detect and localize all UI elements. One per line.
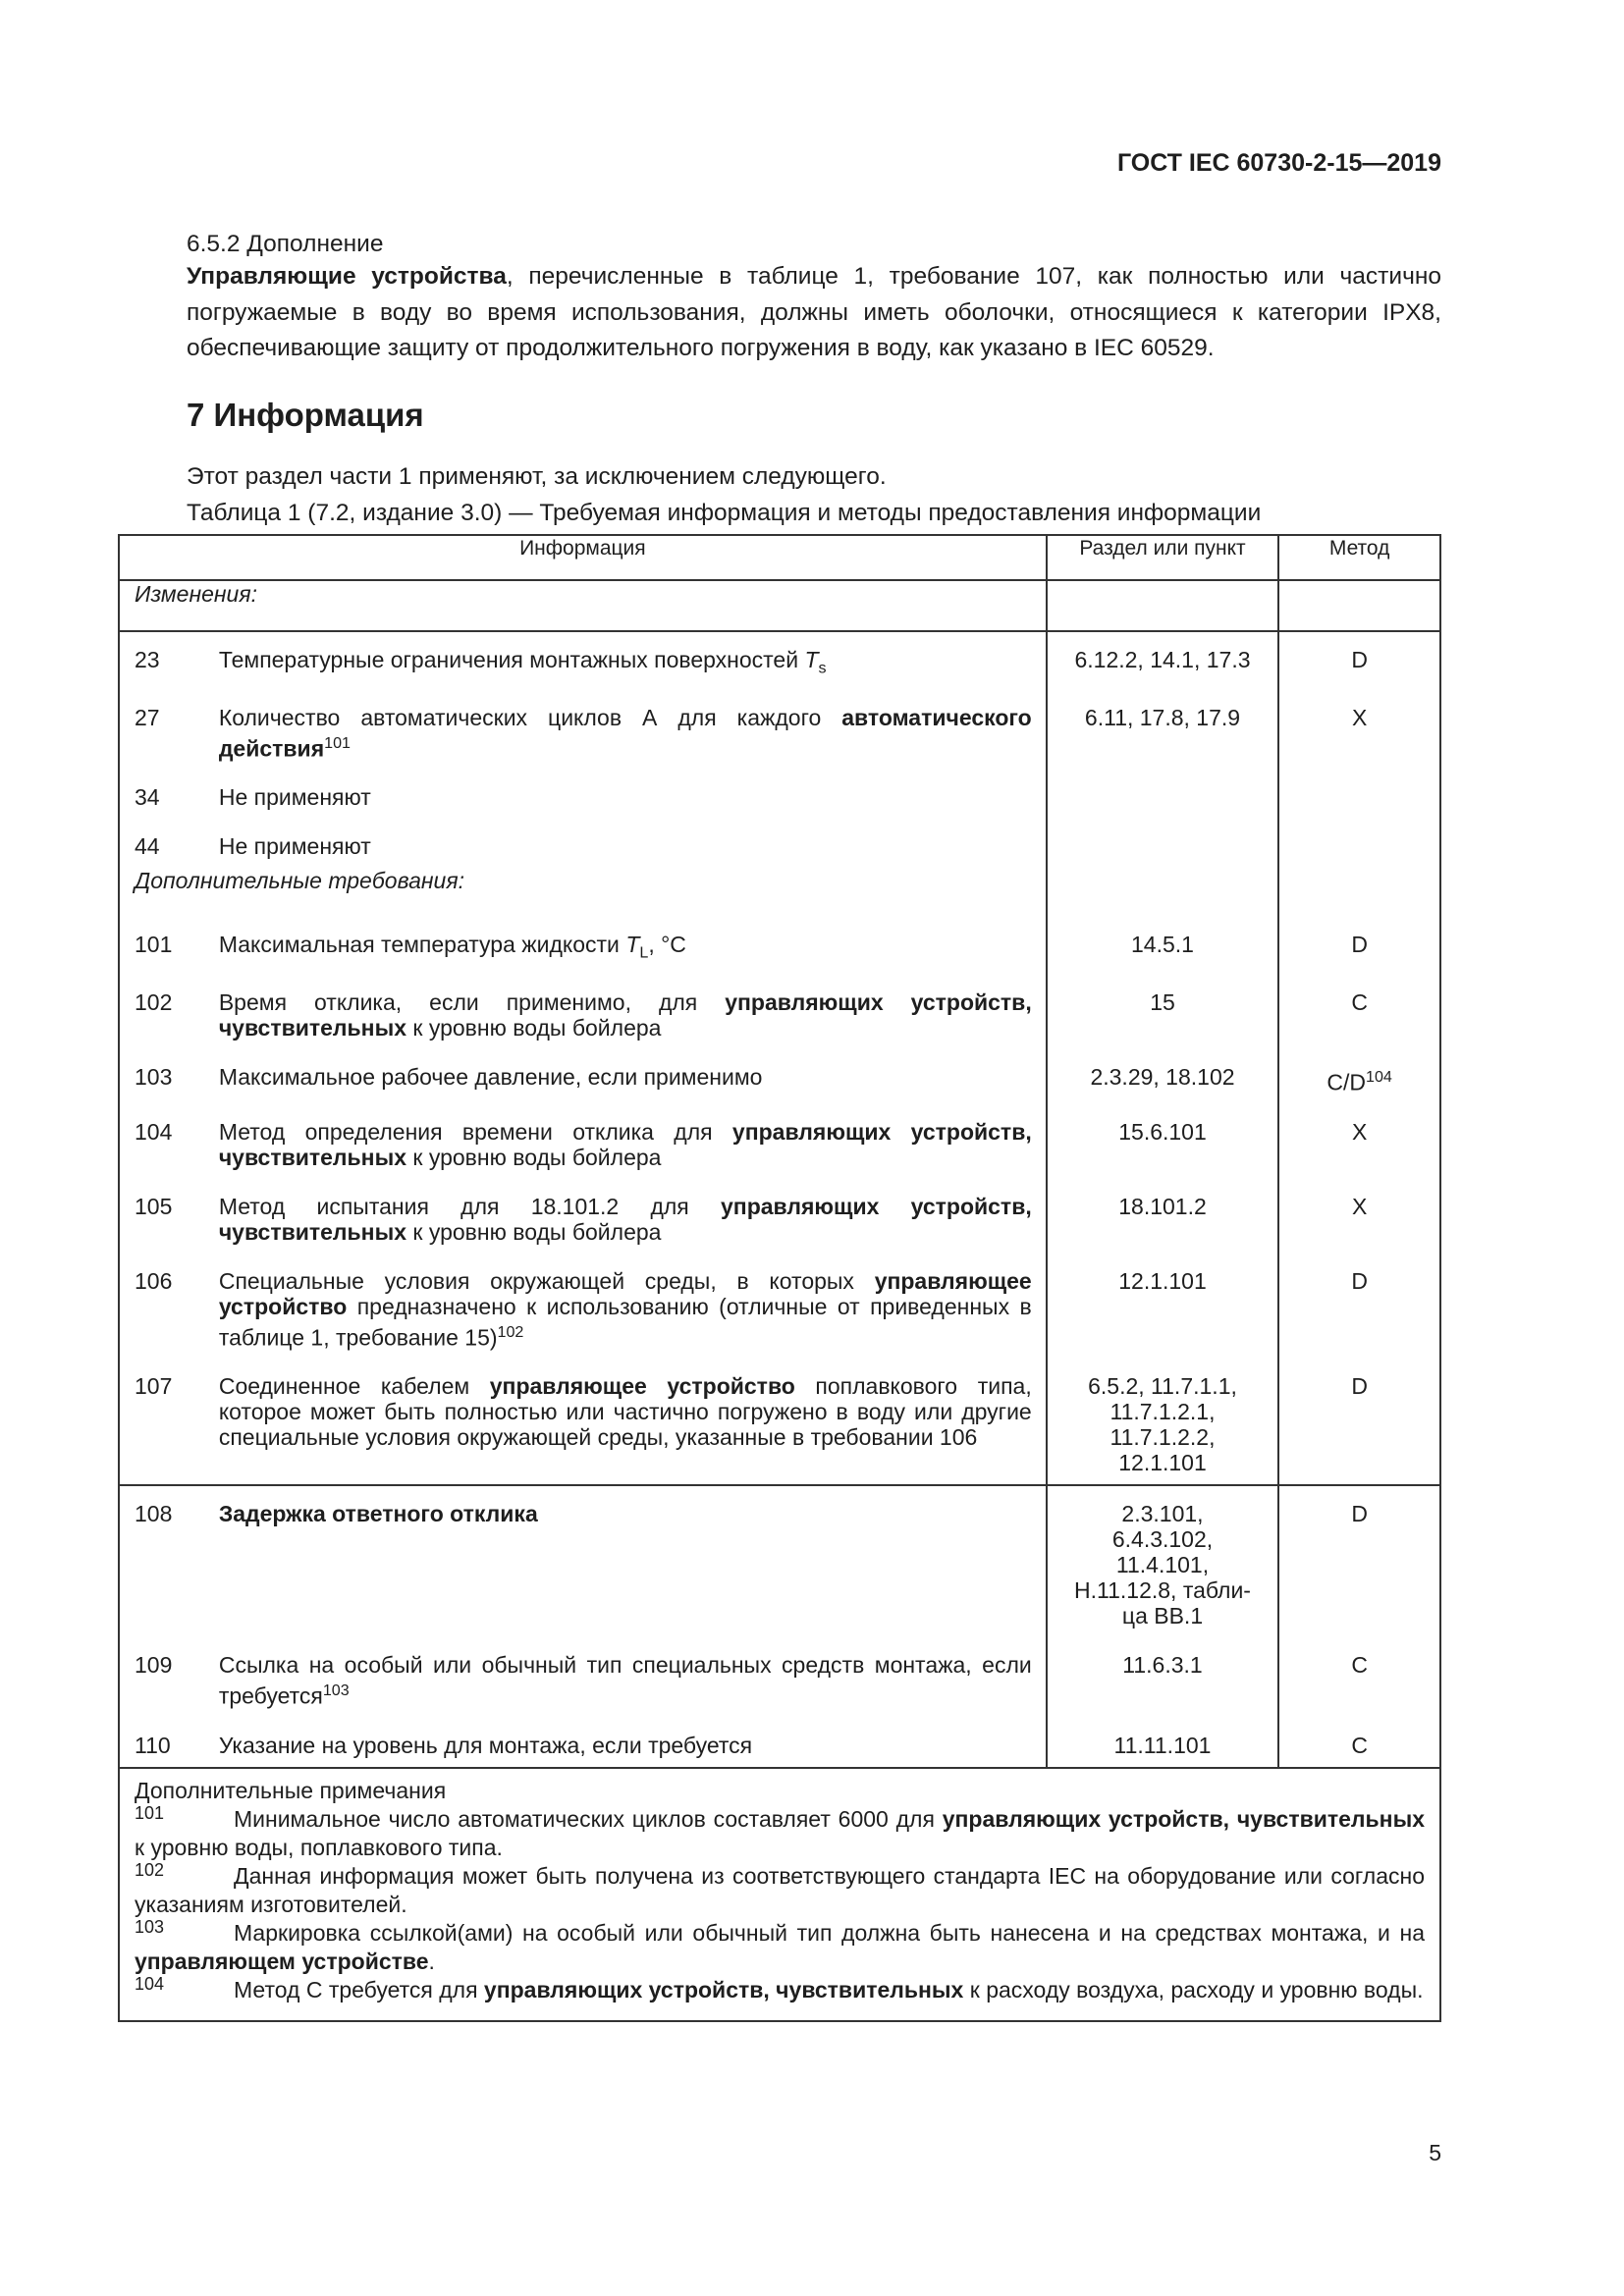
information-table: [118, 534, 1441, 2022]
row-method: D: [1278, 631, 1440, 690]
group-row-changes: [119, 580, 1440, 631]
term-bold: Управляющие устройства: [187, 263, 507, 290]
row-number: 104: [135, 1118, 173, 1145]
row-text: Температурные ограничения монтажных поверхностей $T_s$: [218, 647, 827, 677]
group-label: Дополнительные требования:: [135, 868, 464, 894]
header-section: Раздел или пункт: [1047, 535, 1279, 580]
table-row: [119, 770, 1440, 819]
row-text: Метод испытания для 18.101.2 для управляющих устройств, чувствительных к уровню воды бойлера: [218, 1193, 1032, 1245]
row-section: 12.1.101: [1047, 1254, 1279, 1360]
row-number: 107: [135, 1373, 173, 1400]
row-section: 18.101.2: [1047, 1179, 1279, 1254]
header-method: Метод: [1278, 535, 1440, 580]
row-number: 34: [135, 784, 160, 811]
table-row: [119, 1049, 1440, 1104]
row-text: Метод определения времени отклика для управляющих устройств, чувствительных к уровню воды бойлера: [218, 1118, 1032, 1170]
note-number: 102: [135, 1859, 165, 1880]
row-text: Ссылка на особый или обычный тип специальных средств монтажа, если требуется$^{103}$: [218, 1652, 1032, 1709]
row-text: Время отклика, если применимо, для управляющих устройств, чувствительных к уровню воды бойлера: [218, 988, 1032, 1041]
row-number: 44: [135, 833, 160, 860]
table-row: [119, 1359, 1440, 1485]
table-caption: Таблица 1 (7.2, издание 3.0) — Требуемая информация и методы предоставления информации: [187, 500, 1262, 526]
note-item: [135, 1973, 1425, 2004]
table-row: [119, 917, 1440, 975]
row-number: 23: [135, 647, 160, 672]
row-number: 105: [135, 1193, 173, 1219]
row-section: 2.3.101, 6.4.3.102, 11.4.101, H.11.12.8, табли- ца BB.1: [1047, 1485, 1279, 1637]
row-number: 102: [135, 988, 173, 1015]
table-row: [119, 975, 1440, 1049]
table-row: [119, 690, 1440, 771]
table-row: [119, 631, 1440, 690]
row-method: C: [1278, 975, 1440, 1049]
row-text: Количество автоматических циклов А для каждого автоматического действия$^{101}$: [218, 704, 1032, 762]
table-row: [119, 1254, 1440, 1360]
row-method: D: [1278, 1485, 1440, 1637]
row-number: 103: [135, 1063, 173, 1090]
table-row: [119, 1104, 1440, 1179]
row-text: Не применяют: [218, 833, 371, 860]
note-number: 104: [135, 1973, 165, 1994]
row-text: Максимальное рабочее давление, если применимо: [218, 1063, 763, 1090]
header-info: Информация: [119, 535, 1047, 580]
row-method: X: [1278, 690, 1440, 771]
row-method: D: [1278, 917, 1440, 975]
page-number: 5: [1429, 2140, 1441, 2165]
row-number: 101: [135, 932, 173, 958]
subsection-heading: 6.5.2 Дополнение: [187, 231, 384, 257]
notes-row: [119, 1768, 1440, 2021]
document-id: ГОСТ IEC 60730-2-15—2019: [1116, 149, 1441, 177]
row-number: 108: [119, 1485, 219, 1637]
note-number: 101: [135, 1802, 165, 1823]
row-section: 11.6.3.1: [1047, 1637, 1279, 1718]
section-intro: Этот раздел части 1 применяют, за исключением следующего.: [187, 463, 887, 490]
row-text: Максимальная температура жидкости $T_L$, °C: [218, 932, 686, 962]
row-method: D: [1278, 1359, 1440, 1485]
row-section: 2.3.29, 18.102: [1047, 1049, 1279, 1104]
table-row: [119, 1179, 1440, 1254]
row-section: 15: [1047, 975, 1279, 1049]
row-section: 6.12.2, 14.1, 17.3: [1047, 631, 1279, 690]
note-item: [135, 1859, 1425, 1919]
row-method: X: [1278, 1179, 1440, 1254]
note-number: 103: [135, 1916, 165, 1937]
table-row: [119, 819, 1440, 868]
notes-title: Дополнительные примечания: [135, 1777, 447, 1803]
row-section: 15.6.101: [1047, 1104, 1279, 1179]
row-method: X: [1278, 1104, 1440, 1179]
group-row-additional: [119, 868, 1440, 917]
note-item: [135, 1802, 1425, 1862]
table-row: [119, 1637, 1440, 1718]
note-text: Данная информация может быть получена из соответствующего стандарта IEC на оборудование или согласно указаниям изготовителей.: [135, 1862, 1425, 1917]
note-text: Метод С требуется для управляющих устройств, чувствительных к расходу воздуха, расходу и уровню воды.: [234, 1976, 1424, 2002]
row-text: Специальные условия окружающей среды, в которых управляющее устройство предназначено к использованию (отличные от приведенных в таблице 1, требование 15)$^{102}$: [218, 1267, 1032, 1351]
section-title: 7 Информация: [187, 397, 424, 433]
note-item: [135, 1916, 1425, 1976]
row-text: Задержка ответного отклика: [219, 1485, 1047, 1637]
subsection-paragraph: [187, 259, 1441, 367]
row-number: 106: [135, 1267, 173, 1294]
row-number: 110: [135, 1732, 171, 1758]
table-row: [119, 1718, 1440, 1768]
row-text: Указание на уровень для монтажа, если требуется: [218, 1732, 753, 1758]
paragraph-text: , перечисленные в таблице 1, требование 107, как полностью или частично погружаемые в воду во время использования, должны иметь оболочки, относящиеся к категории IPX8, обеспечивающие защиту от продолжительного погружения в воду, как указано в IEC 60529.: [187, 263, 1441, 361]
row-method: C: [1278, 1718, 1440, 1768]
row-number: 27: [135, 704, 160, 730]
row-number: 109: [135, 1652, 173, 1679]
row-section: 6.11, 17.8, 17.9: [1047, 690, 1279, 771]
row-method: C: [1278, 1637, 1440, 1718]
notes-cell: [119, 1768, 1440, 2021]
table-row: [119, 1485, 1440, 1637]
note-text: Минимальное число автоматических циклов составляет 6000 для управляющих устройств, чувствительных к уровню воды, поплавкового типа.: [135, 1805, 1425, 1860]
group-label: Изменения:: [119, 580, 1047, 631]
row-text: Соединенное кабелем управляющее устройство поплавкового типа, которое может быть полностью или частично погружено в воду или другие специальные условия окружающей среды, указанные в требовании 106: [218, 1373, 1032, 1451]
row-section: 6.5.2, 11.7.1.1, 11.7.1.2.1, 11.7.1.2.2, 12.1.101: [1047, 1359, 1279, 1485]
row-section: 11.11.101: [1047, 1718, 1279, 1768]
note-text: Маркировка ссылкой(ами) на особый или обычный тип должна быть нанесена и на средствах монтажа, и на управляющем устройстве.: [135, 1919, 1425, 1974]
table-header-row: [119, 535, 1440, 580]
row-text: Не применяют: [218, 784, 371, 811]
row-method: D: [1278, 1254, 1440, 1360]
row-section: 14.5.1: [1047, 917, 1279, 975]
row-method: $C/D^{104}$: [1278, 1049, 1440, 1104]
